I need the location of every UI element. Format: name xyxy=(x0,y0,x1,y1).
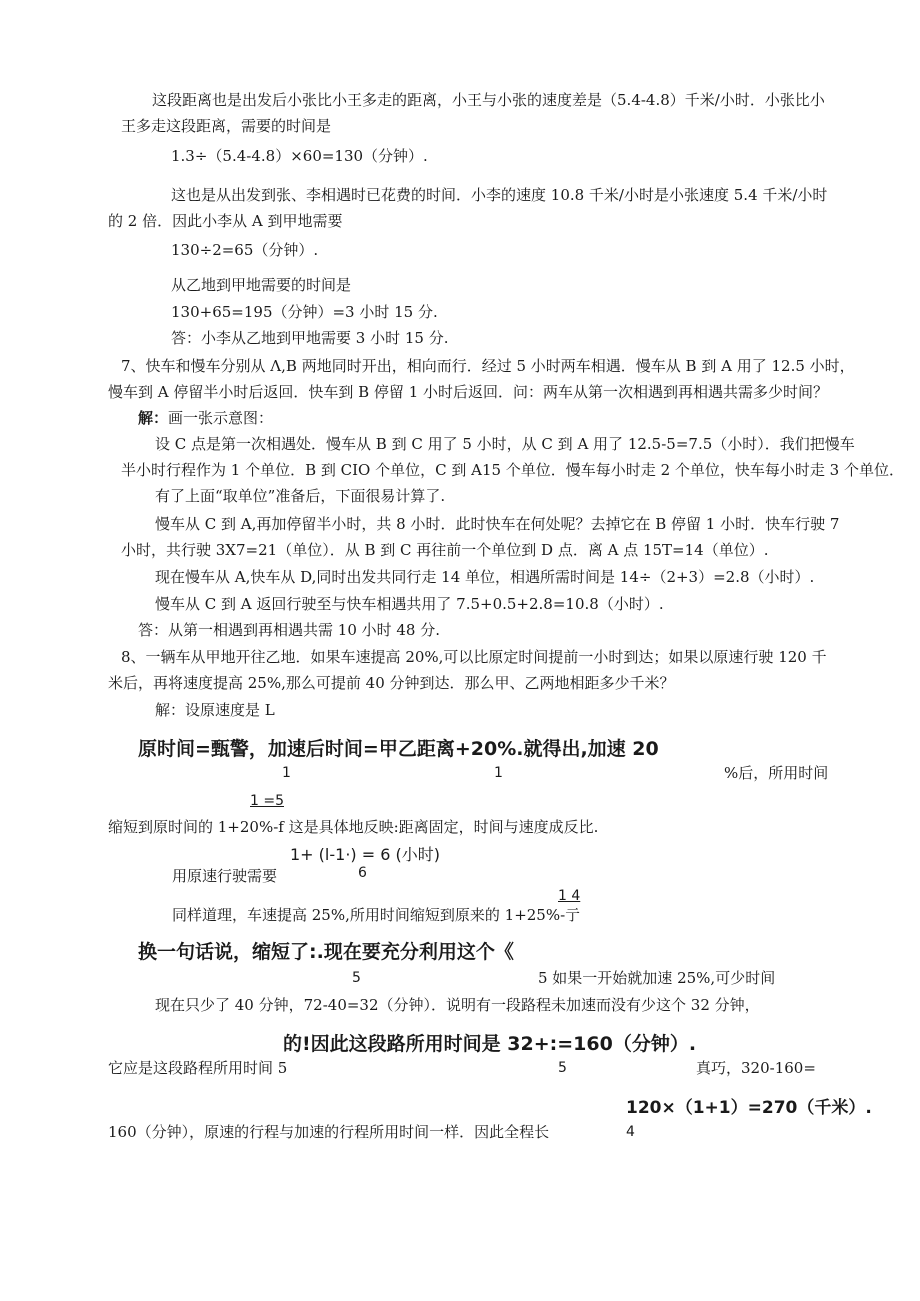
paragraph-line: 半小时行程作为 1 个单位．B 到 CIO 个单位，C 到 A15 个单位．慢车每小时走 2 个单位，快车每小时走 3 个单位． xyxy=(121,461,904,479)
answer-line: 答：小李从乙地到甲地需要 3 小时 15 分. xyxy=(171,329,449,347)
paragraph-fragment: 真巧，320-160= xyxy=(696,1059,816,1077)
paragraph-line: 慢车从 C 到 A 返回行驶至与快车相遇共用了 7.5+0.5+2.8=10.8（小时）. xyxy=(155,595,664,613)
fraction-numeral: 5 xyxy=(352,970,361,986)
paragraph-line: 小时，共行驶 3X7=21（单位）．从 B 到 C 再往前一个单位到 D 点．离 A 点 15T=14（单位）. xyxy=(121,541,769,559)
paragraph-line: 同样道理，车速提高 25%,所用时间缩短到原来的 1+25%-亍 xyxy=(172,906,581,924)
fraction-numeral: 4 xyxy=(626,1124,635,1140)
paragraph-fragment: 160（分钟），原速的行程与加速的行程所用时间一样．因此全程长 xyxy=(108,1123,550,1141)
fraction-numeral: 6 xyxy=(358,865,367,881)
paragraph-line: 设 C 点是第一次相遇处．慢车从 B 到 C 用了 5 小时，从 C 到 A 用了 12.5-5=7.5（小时）．我们把慢车 xyxy=(155,435,855,453)
paragraph-line: 现在只少了 40 分钟，72-40=32（分钟）．说明有一段路程未加速而没有少这个 32 分钟， xyxy=(155,996,760,1014)
fraction-fragment: 1 4 xyxy=(558,888,581,904)
formula-line: 120×（1+1）=270（千米）. xyxy=(626,1098,872,1118)
bold-line: 的!因此这段路所用时间是 32+:=160（分钟）. xyxy=(283,1033,697,1055)
paragraph-line: 现在慢车从 A,快车从 D,同时出发共同行走 14 单位，相遇所需时间是 14÷（2+3）=2.8（小时）. xyxy=(155,568,815,586)
solution-text: 画一张示意图： xyxy=(168,409,274,427)
question-line: 8、一辆车从甲地开往乙地．如果车速提高 20%,可以比原定时间提前一小时到达；如果以原速行驶 120 千 xyxy=(121,648,827,666)
paragraph-line: 的 2 倍．因此小李从 A 到甲地需要 xyxy=(108,212,343,230)
bold-line: 换一句话说，缩短了:.现在要充分利用这个《 xyxy=(138,941,514,963)
paragraph-fragment: 它应是这段路程所用时间 5 xyxy=(108,1059,288,1077)
paragraph-line: 有了上面“取单位”准备后，下面很易计算了. xyxy=(155,487,446,505)
paragraph-line: 从乙地到甲地需要的时间是 xyxy=(171,276,352,294)
fraction-numeral: 5 xyxy=(558,1060,567,1076)
question-line: 7、快车和慢车分别从 Λ,B 两地同时开出，相向而行．经过 5 小时两车相遇．慢车从 B 到 A 用了 12.5 小时， xyxy=(121,357,855,375)
formula-line: 1.3÷（5.4-4.8）×60=130（分钟）. xyxy=(171,147,428,165)
paragraph-line: 缩短到原时间的 1+20%-f 这是具体地反映:距离固定，时间与速度成反比. xyxy=(108,818,599,836)
paragraph-fragment: 5 如果一开始就加速 25%,可少时间 xyxy=(538,969,776,987)
formula-line: 130+65=195（分钟）=3 小时 15 分. xyxy=(171,303,438,321)
fraction-numeral: 1 xyxy=(282,765,291,781)
formula-line: 130÷2=65（分钟）. xyxy=(171,241,319,259)
solution-line: 解：设原速度是 L xyxy=(155,701,275,719)
solution-label: 解： xyxy=(138,409,169,427)
paragraph-line: 王多走这段距离，需要的时间是 xyxy=(121,117,332,135)
question-line: 慢车到 A 停留半小时后返回．快车到 B 停留 1 小时后返回．问：两车从第一次相遇到再相遇共需多少时间？ xyxy=(108,383,829,401)
answer-line: 答：从第一相遇到再相遇共需 10 小时 48 分. xyxy=(138,621,441,639)
paragraph-line: 慢车从 C 到 A,再加停留半小时，共 8 小时．此时快车在何处呢？去掉它在 B 停留 1 小时．快车行驶 7 xyxy=(155,515,840,533)
paragraph-line: 这也是从出发到张、李相遇时已花费的时间．小李的速度 10.8 千米/小时是小张速度 5.4 千米/小时 xyxy=(171,186,828,204)
bold-line: 原时间=甄警，加速后时间=甲乙距离+20%.就得出,加速 20 xyxy=(138,738,659,760)
paragraph-line: 这段距离也是出发后小张比小王多走的距离，小王与小张的速度差是（5.4-4.8）千米/小时．小张比小 xyxy=(152,91,825,109)
formula-line: 1+ (l-1·) = 6 (小时) xyxy=(290,845,440,864)
paragraph-fragment: %后，所用时间 xyxy=(724,764,829,782)
fraction-fragment: 1 =5 xyxy=(250,793,284,809)
paragraph-fragment: 用原速行驶需要 xyxy=(172,867,278,885)
solution-line xyxy=(138,408,273,428)
fraction-numeral: 1 xyxy=(494,765,503,781)
question-line: 米后，再将速度提高 25%,那么可提前 40 分钟到达．那么甲、乙两地相距多少千米？ xyxy=(108,674,675,692)
